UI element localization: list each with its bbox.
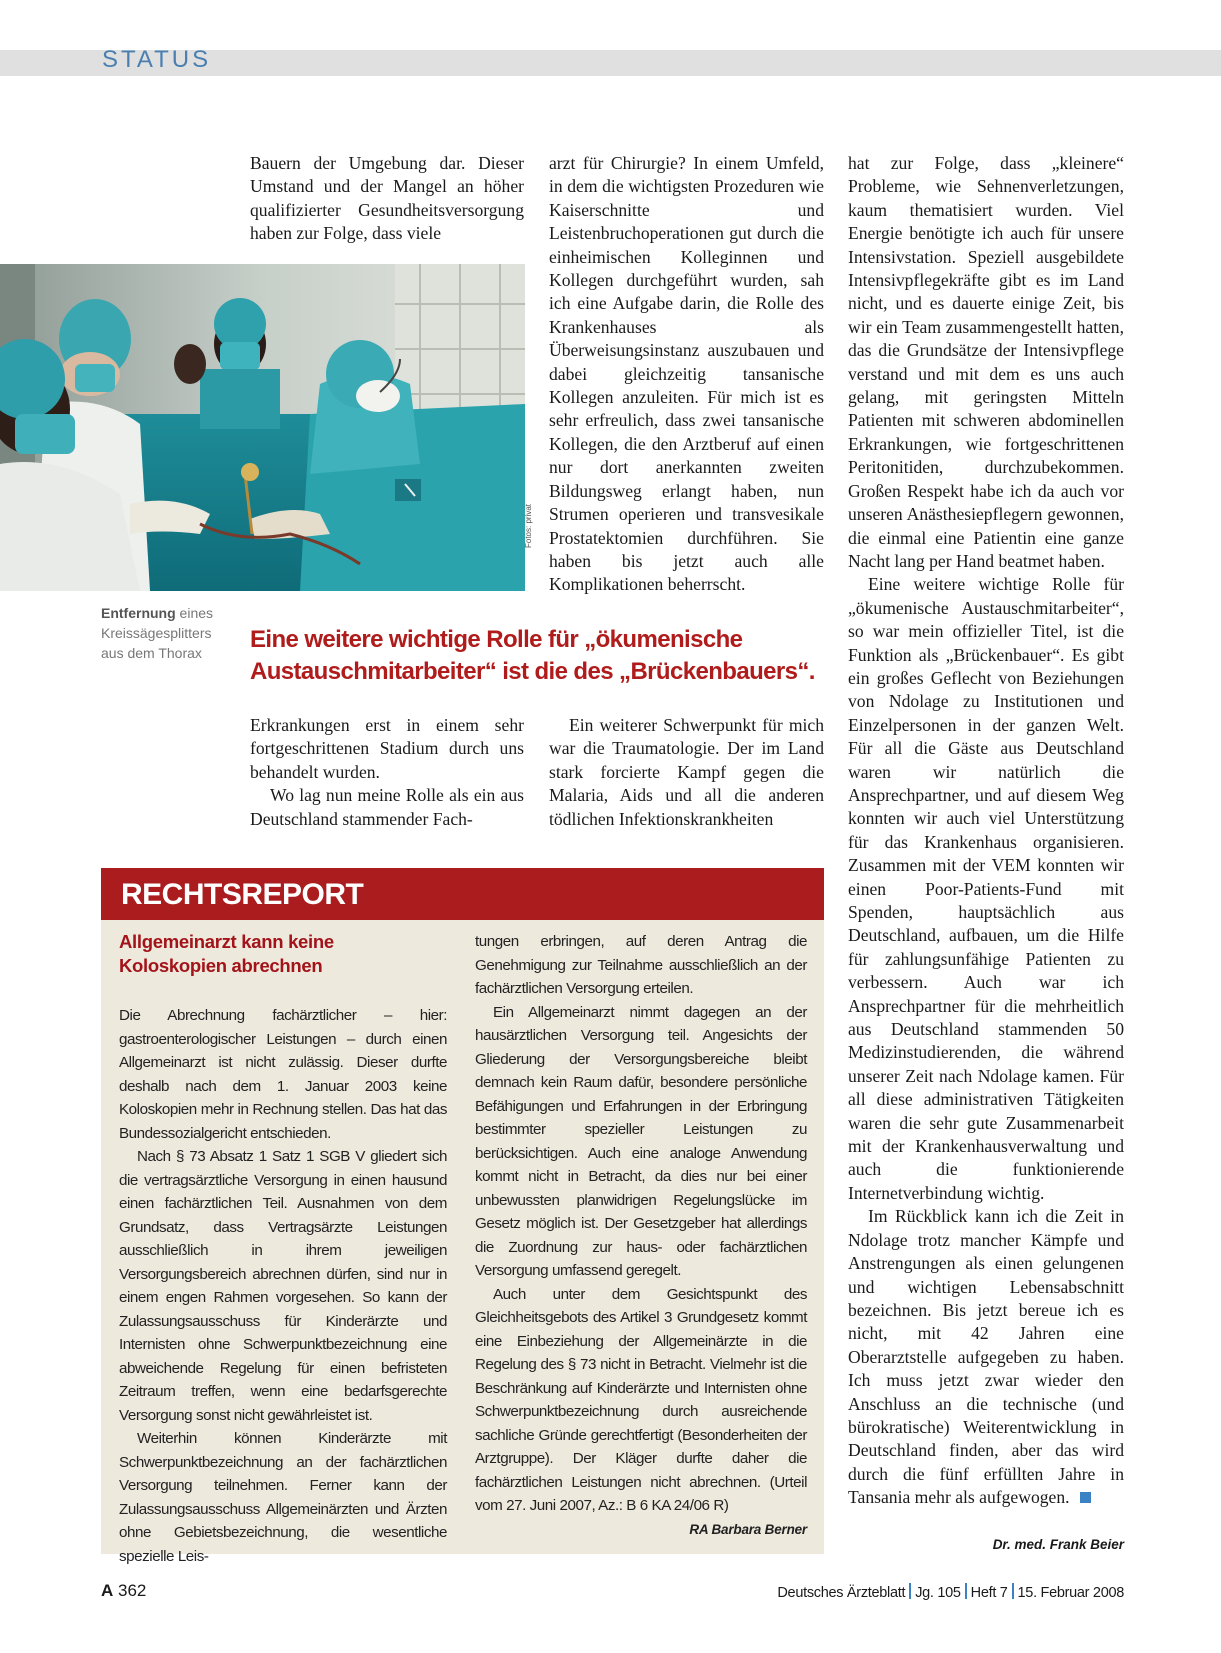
journal-issue: Heft 7 — [970, 1585, 1008, 1601]
rechtsreport-right-column — [475, 930, 807, 1541]
column-3-p3-text: Im Rückblick kann ich die Zeit in Ndolage trotz mancher Kämpfe und Anstrengungen als einen gelungenen und wichtigen Lebensabschnitt bezeichnen. Bis jetzt bereue ich es nicht, mit 42 Jahren eine Oberarztstelle aufgegeben zu haben. Ich muss jetzt zwar wieder den Anschluss an die technische (und bürokratische) Weiterentwicklung in Deutschland finden, aber das wird durch die fünf erfüllten Jahre in Tansania mehr als aufgewogen. — [848, 1206, 1124, 1508]
column-2-mid-p1: Ein weiterer Schwerpunkt für mich war die Traumatologie. Der im Land stark forcierte Kampf gegen die Malaria, Aids und all die anderen tödlichen Infektionskrankheiten — [549, 715, 824, 829]
photo-credit: Fotos: privat — [524, 503, 533, 548]
photo-caption — [101, 603, 231, 663]
column-2-top-text: arzt für Chirurgie? In einem Umfeld, in dem die wichtigsten Prozeduren wie Kaiserschnitte und Leistenbruchoperationen gut durch die einheimischen Kolleginnen und Kollegen durchgeführt wurden, sah ich eine Aufgabe darin, die Rolle des Krankenhauses als Überweisungsinstanz auszubauen und dabei gleichzeitig tansanische Kollegen anzuleiten. Für mich ist es sehr erfreulich, dass zwei tansanische Kollegen, die den Arztberuf auf einen nur dort anerkannten zweiten Bildungsweg erlangt haben, nun Strumen operieren und transvesikale Prostatektomien durchführen. Sie haben bis jetzt auch alle Komplikationen beherrscht. — [549, 153, 824, 595]
rechtsreport-title: RECHTSREPORT — [121, 878, 364, 911]
rechtsreport-left-p2: Nach § 73 Absatz 1 Satz 1 SGB V gliedert sich die vertragsärztliche Versorgung in einen hausund einen fachärztlichen Teil. Ausnahmen von dem Grundsatz, dass Vertragsärzte Leistungen ausschließlich in ihrem jeweiligen Versorgungsbereich abrechnen dürfen, sind nur in einem engen Rahmen vorgesehen. So kann der Zulassungsausschuss für Kinderärzte und Internisten ohne Schwerpunktbezeichnung eine abweichende Regelung für einen befristeten Zeitraum treffen, wenn eine bedarfsgerechte Versorgung sonst nicht gewährleistet ist. — [119, 1148, 447, 1424]
page-number — [101, 1581, 146, 1601]
column-2-mid — [549, 714, 824, 831]
rechtsreport-left-column — [119, 1004, 447, 1568]
journal-volume: Jg. 105 — [915, 1585, 961, 1601]
rechtsreport-header — [101, 868, 824, 920]
pull-quote: Eine weitere wichtige Rolle für „ökumenische Austauschmitarbeiter“ ist die des „Brückenbauers“. — [250, 626, 815, 685]
column-1-mid-p1: Erkrankungen erst in einem sehr fortgeschrittenen Stadium durch uns behandelt wurden. — [250, 715, 524, 782]
column-3-p2: Eine weitere wichtige Rolle für „ökumenische Austauschmitarbeiter“, so war mein offizieller Titel, ist die Funktion als „Brückenbauer“. Es gibt ein großes Geflecht von Beziehungen von Ndolage zu Institutionen und Einzelpersonen in der ganzen Welt. Für all die Gäste aus Deutschland waren wir natürlich die Ansprechpartner, und auf diesem Weg konnten wir auch viel Unterstützung für das Krankenhaus organisieren. Zusammen mit der VEM konnten wir einen Poor-Patients-Fund mit Spenden, hauptsächlich aus Deutschland, aufbauen, um die Hilfe für zahlungsunfähige Patienten zu verbessern. Auch war ich Ansprechpartner für die mehrheitlich aus Deutschland stammenden 50 Medizinstudierenden, die während unserer Zeit nach Ndolage kamen. Für all diese administrativen Tätigkeiten waren die sehr gute Zusammenarbeit mit der Krankenhausverwaltung und auch die funktionierende Internetverbindung wichtig. — [848, 574, 1124, 1203]
rechtsreport-author: RA Barbara Berner — [689, 1521, 807, 1537]
publication-info — [720, 1583, 1124, 1601]
journal-name: Deutsches Ärzteblatt — [777, 1585, 906, 1601]
caption-bold: Entfernung — [101, 605, 176, 621]
column-3-p3 — [848, 1205, 1124, 1509]
end-mark-icon — [1080, 1492, 1091, 1503]
surgery-photo — [0, 264, 525, 591]
column-3 — [848, 152, 1124, 1510]
column-1-top — [250, 152, 524, 246]
column-1-mid — [250, 714, 524, 831]
rechtsreport-box — [101, 868, 824, 1565]
rechtsreport-right-p3-text: Auch unter dem Gesichtspunkt des Gleichheitsgebots des Artikel 3 Grundgesetz kommt eine Einbeziehung der Allgemeinärzte in die Regelung des § 73 nicht in Betracht. Vielmehr ist die Beschränkung auf Kinderärzte und Internisten ohne Schwerpunktbezeichnung durch ausreichende sachliche Gründe gerechtfertigt (Besonderheiten der Arztgruppe). Der Kläger durfte daher die fachärztlichen Leistungen nicht abrechnen. (Urteil vom 27. Juni 2007, Az.: B 6 KA 24/06 R) — [475, 1285, 807, 1514]
caption-text: eines Kreissägesplitters aus dem Thorax — [101, 605, 214, 661]
column-3-p1: hat zur Folge, dass „kleinere“ Probleme, wie Sehnenverletzungen, kaum thematisiert wurden. Viel Energie benötigte ich auch für unsere Intensivstation. Speziell ausgebildete Intensivpflegekräfte gibt es im Land nicht, und es dauerte einige Zeit, bis wir ein Team zusammengestellt hatten, das die Grundsätze der Intensivpflege verstand und mit dem es uns auch gelang, mit geringsten Mitteln Patienten mit schweren abdominellen Erkrankungen, wie fortgeschrittenen Peritonitiden, durchzubekommen. Großen Respekt habe ich da auch vor unseren Anästhesiepflegern gewonnen, die einmal eine Patientin eine ganze Nacht lang per Hand beatmet haben. — [848, 153, 1124, 571]
journal-date: 15. Februar 2008 — [1017, 1585, 1124, 1601]
column-2-top — [549, 152, 824, 597]
section-label: STATUS — [102, 46, 212, 73]
rechtsreport-headline: Allgemeinarzt kann keine Koloskopien abrechnen — [119, 931, 334, 976]
page-prefix: A — [101, 1581, 114, 1600]
rechtsreport-left-p1: Die Abrechnung fachärztlicher – hier: gastroenterologischer Leistungen – durch einen Allgemeinarzt ist nicht zulässig. Dieser durfte deshalb nach dem 1. Januar 2003 keine Koloskopien mehr in Rechnung stellen. Das hat das Bundessozialgericht entschieden. — [119, 1007, 447, 1142]
column-1-top-text: Bauern der Umgebung dar. Dieser Umstand und der Mangel an höher qualifizierter Gesundheitsversorgung haben zur Folge, dass viele — [250, 153, 524, 244]
page-number-value: 362 — [118, 1581, 147, 1600]
rechtsreport-left-p3: Weiterhin können Kinderärzte mit Schwerpunktbezeichnung an der fachärztlichen Versorgung teilnehmen. Ferner kann der Zulassungsausschuss Allgemeinärzten und Ärzten ohne Gebietsbezeichnung, die wesentliche spezielle Leis- — [119, 1430, 447, 1565]
rechtsreport-right-p1: tungen erbringen, auf deren Antrag die Genehmigung zur Teilnahme ausschließlich an der fachärztlichen Versorgung erteilen. — [475, 933, 807, 997]
rechtsreport-right-p3 — [475, 1283, 807, 1537]
separator — [965, 1583, 967, 1599]
separator — [1012, 1583, 1014, 1599]
rechtsreport-right-p2: Ein Allgemeinarzt nimmt dagegen an der hausärztlichen Versorgung teil. Angesichts der Gliederung der Versorgungsbereiche bleibt demnach kein Raum dafür, besondere persönliche Befähigungen und Erfahrungen in der Erbringung bestimmter spezieller Leistungen zu berücksichtigen. Auch eine analoge Anwendung kommt nicht in Betracht, da dies nur bei einer unbewussten planwidrigen Regelungslücke im Gesetz möglich ist. Der Gesetzgeber hat allerdings die Zuordnung zur haus- oder fachärztlichen Versorgung umfassend geregelt. — [475, 1003, 807, 1279]
article-author: Dr. med. Frank Beier — [992, 1537, 1124, 1552]
separator — [909, 1583, 911, 1599]
column-1-mid-p2: Wo lag nun meine Rolle als ein aus Deutschland stammender Fach- — [250, 785, 524, 829]
